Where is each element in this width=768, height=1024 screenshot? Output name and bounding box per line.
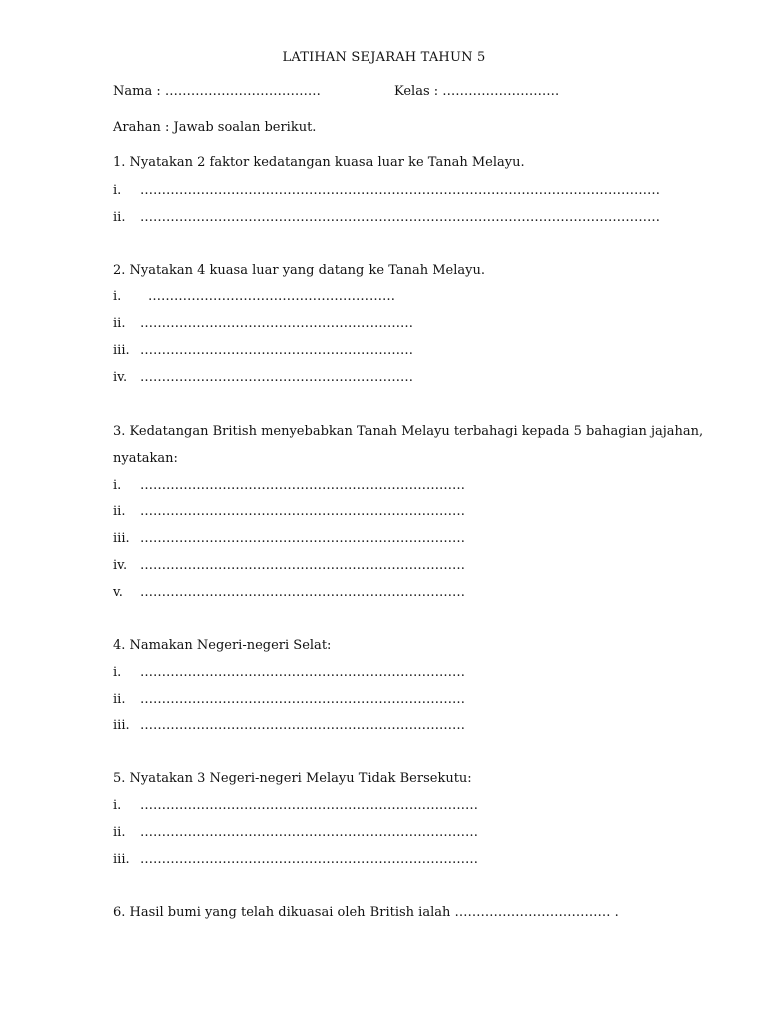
q3-answer-number: i.	[113, 478, 122, 493]
q5-answer-line[interactable]: ……………………………………………………………………	[140, 798, 478, 813]
question-3: 3. Kedatangan British menyebabkan Tanah Melayu terbahagi kepada 5 bahagian jajahan,	[113, 424, 704, 439]
q4-answer-number: iii.	[113, 718, 130, 733]
q2-answer-line[interactable]: ………………………………………………………	[140, 343, 413, 358]
kelas-field[interactable]: Kelas : ………………………	[394, 84, 560, 99]
q1-answer-number: ii.	[113, 210, 126, 225]
q4-answer-number: ii.	[113, 692, 126, 707]
q1-answer-number: i.	[113, 183, 122, 198]
q5-answer-number: ii.	[113, 825, 126, 840]
q2-answer-line[interactable]: ………………………………………………………	[140, 370, 413, 385]
question-2: 2. Nyatakan 4 kuasa luar yang datang ke Tanah Melayu.	[113, 263, 485, 278]
q2-answer-line[interactable]: ………………………………………………………	[140, 316, 413, 331]
q4-answer-line[interactable]: …………………………………………………………………	[140, 665, 465, 680]
q1-answer-line[interactable]: …………………………………………………………………………………………………………	[140, 183, 660, 198]
q4-answer-number: i.	[113, 665, 122, 680]
nama-field[interactable]: Nama : ………………………………	[113, 84, 321, 99]
q3-answer-line[interactable]: …………………………………………………………………	[140, 558, 465, 573]
q2-answer-line[interactable]: …………………………………………………	[148, 289, 395, 304]
q4-answer-line[interactable]: …………………………………………………………………	[140, 692, 465, 707]
q3-answer-number: iii.	[113, 531, 130, 546]
q2-answer-number: iii.	[113, 343, 130, 358]
question-6: 6. Hasil bumi yang telah dikuasai oleh British ialah ……………………………… .	[113, 905, 619, 920]
q3-answer-line[interactable]: …………………………………………………………………	[140, 504, 465, 519]
question-4: 4. Namakan Negeri-negeri Selat:	[113, 638, 332, 653]
q5-answer-number: iii.	[113, 852, 130, 867]
q5-answer-line[interactable]: ……………………………………………………………………	[140, 852, 478, 867]
q3-answer-line[interactable]: …………………………………………………………………	[140, 531, 465, 546]
instructions: Arahan : Jawab soalan berikut.	[113, 120, 317, 135]
page-title: LATIHAN SEJARAH TAHUN 5	[282, 50, 486, 65]
question-1: 1. Nyatakan 2 faktor kedatangan kuasa luar ke Tanah Melayu.	[113, 155, 525, 170]
q2-answer-number: i.	[113, 289, 122, 304]
question-3-continued: nyatakan:	[113, 451, 178, 466]
q2-answer-number: ii.	[113, 316, 126, 331]
q3-answer-line[interactable]: …………………………………………………………………	[140, 585, 465, 600]
q3-answer-number: ii.	[113, 504, 126, 519]
q5-answer-number: i.	[113, 798, 122, 813]
q2-answer-number: iv.	[113, 370, 128, 385]
question-5: 5. Nyatakan 3 Negeri-negeri Melayu Tidak Bersekutu:	[113, 771, 472, 786]
q3-answer-number: v.	[113, 585, 123, 600]
q3-answer-line[interactable]: …………………………………………………………………	[140, 478, 465, 493]
q4-answer-line[interactable]: …………………………………………………………………	[140, 718, 465, 733]
q1-answer-line[interactable]: …………………………………………………………………………………………………………	[140, 210, 660, 225]
q5-answer-line[interactable]: ……………………………………………………………………	[140, 825, 478, 840]
q3-answer-number: iv.	[113, 558, 128, 573]
